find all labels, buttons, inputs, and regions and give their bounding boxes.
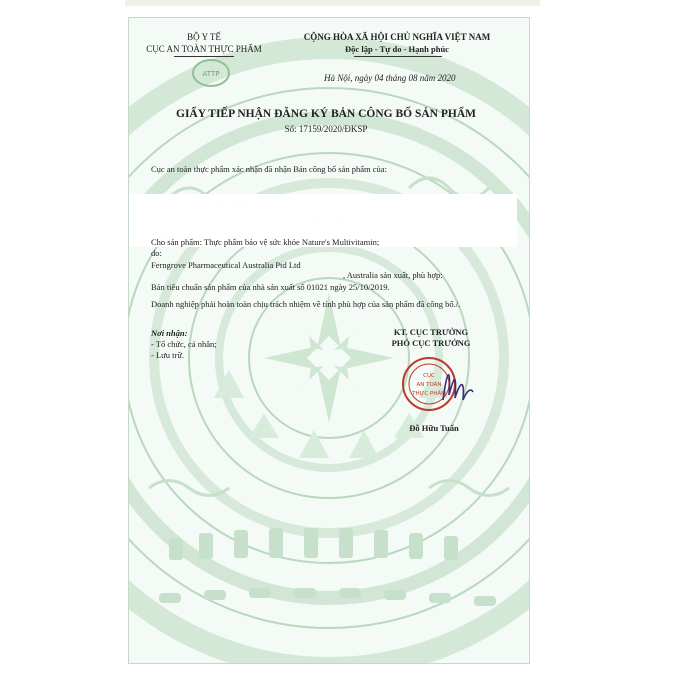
- date-line: Hà Nội, ngày 04 tháng 08 năm 2020: [324, 73, 456, 83]
- handwritten-signature: [437, 360, 477, 410]
- department-name: CỤC AN TOÀN THỰC PHẨM: [146, 44, 262, 54]
- header-right-underline: [354, 56, 442, 57]
- seal-text: THỰC PHẨM: [412, 391, 446, 397]
- by-label: do:: [151, 248, 162, 258]
- standard-line: Bản tiêu chuẩn sản phẩm của nhà sản xuất số 01021 ngày 25/10/2019.: [151, 282, 390, 292]
- certificate-document: [128, 17, 530, 664]
- origin-suffix: , Australia sản xuất, phù hợp:: [343, 270, 443, 280]
- ministry-name: BỘ Y TẾ: [187, 32, 221, 42]
- country-name: CỘNG HÒA XÃ HỘI CHỦ NGHĨA VIỆT NAM: [303, 32, 491, 42]
- manufacturer-name: Ferngrove Pharmaceutical Australia Ptd Ltd: [151, 260, 301, 270]
- product-line: Cho sản phẩm: Thực phẩm bảo vệ sức khỏe Nature's Multivitamin;: [151, 237, 380, 247]
- recipient-item: - Lưu trữ.: [151, 350, 185, 360]
- ministry-emblem-icon: [191, 58, 231, 88]
- document-number: Số: 17159/2020/ĐKSP: [284, 124, 368, 134]
- signer-name: Đỗ Hữu Tuấn: [409, 423, 459, 433]
- recipient-item: - Tổ chức, cá nhân;: [151, 339, 217, 349]
- seal-text: CỤC: [423, 373, 435, 379]
- signature-title-2: PHÓ CỤC TRƯỞNG: [391, 338, 471, 348]
- recipients-label: Nơi nhận:: [151, 328, 188, 338]
- top-strip: [125, 0, 540, 6]
- responsibility-line: Doanh nghiệp phải hoàn toàn chịu trách nhiệm về tính phù hợp của sản phẩm đã công bố./.: [151, 299, 461, 309]
- national-motto: Độc lập - Tự do - Hạnh phúc: [345, 44, 449, 54]
- signature-title-1: KT. CỤC TRƯỞNG: [393, 327, 469, 337]
- intro-text: Cục an toàn thực phẩm xác nhận đã nhận Bản công bố sản phẩm của:: [151, 164, 387, 174]
- document-title: GIẤY TIẾP NHẬN ĐĂNG KÝ BẢN CÔNG BỐ SẢN PHẨM: [176, 108, 476, 120]
- seal-text: AN TOÀN: [416, 382, 442, 388]
- header-left-underline: [174, 56, 234, 57]
- svg-text:ATTP: ATTP: [202, 70, 220, 78]
